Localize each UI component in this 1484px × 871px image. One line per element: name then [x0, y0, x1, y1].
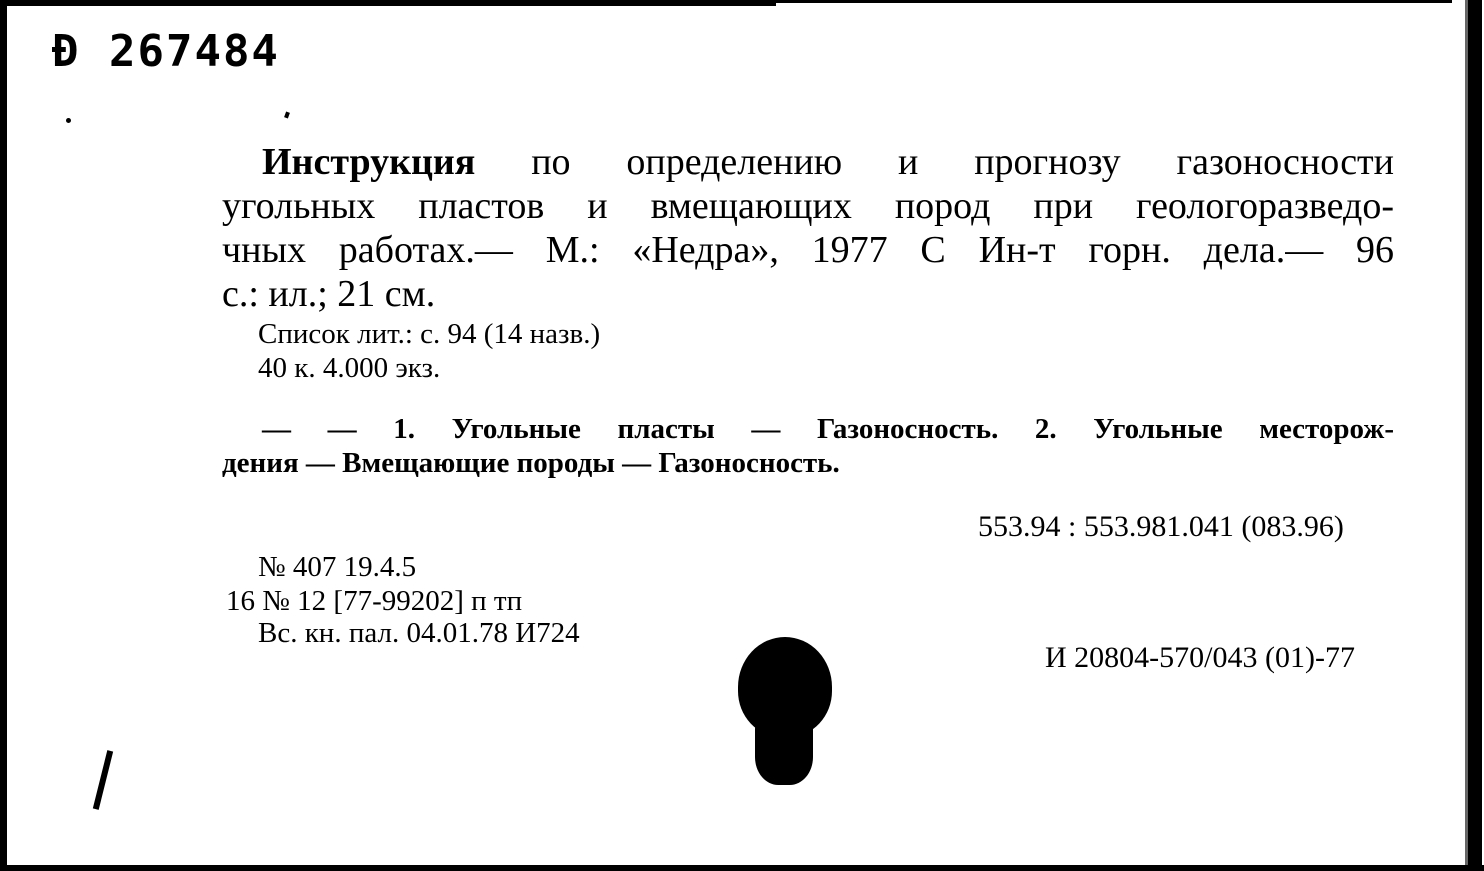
card-border-right — [1468, 0, 1482, 871]
bibliographic-description — [222, 140, 1394, 316]
order-line: 16 № 12 [77-99202] п тп — [226, 585, 523, 617]
card-border-top — [6, 0, 776, 6]
book-chamber-line: Вс. кн. пал. 04.01.78 И724 — [258, 617, 580, 649]
ink-dot — [66, 118, 71, 123]
card-border-left — [0, 0, 7, 871]
subject-line-2: дения — Вмещающие породы — Газоносность. — [222, 447, 840, 479]
description-line-4: с.: ил.; 21 см. — [222, 273, 436, 315]
price-print-run: 40 к. 4.000 экз. — [258, 352, 441, 384]
description-line-1 — [222, 140, 1394, 184]
bibliography-note: Список лит.: с. 94 (14 назв.) — [258, 318, 601, 350]
card-border-top-thin — [776, 0, 1452, 3]
ink-blot-drip — [755, 715, 813, 785]
order-number: № 407 19.4.5 — [258, 551, 417, 583]
catalog-code: И 20804-570/043 (01)-77 — [1045, 641, 1355, 674]
subject-line-1: — — 1. Угольные пласты — Газоносность. 2. Угольные месторож- — [262, 413, 1394, 445]
catalog-number-stamp: Ɖ 267484 — [52, 26, 280, 77]
description-line-3: чных работах.— М.: «Недра», 1977 С Ин-т горн. дела.— 96 — [222, 229, 1394, 271]
pencil-mark — [93, 750, 113, 810]
description-line-2: угольных пластов и вмещающих пород при геологоразведо- — [222, 185, 1394, 227]
card-border-bottom — [0, 865, 1484, 871]
ink-dot — [284, 111, 290, 118]
subject-headings — [222, 412, 1394, 480]
udc-index: 553.94 : 553.981.041 (083.96) — [978, 510, 1344, 543]
title-lead-word: Инструкция — [262, 141, 476, 183]
title-rest: по определению и прогнозу газоносности — [531, 141, 1395, 183]
